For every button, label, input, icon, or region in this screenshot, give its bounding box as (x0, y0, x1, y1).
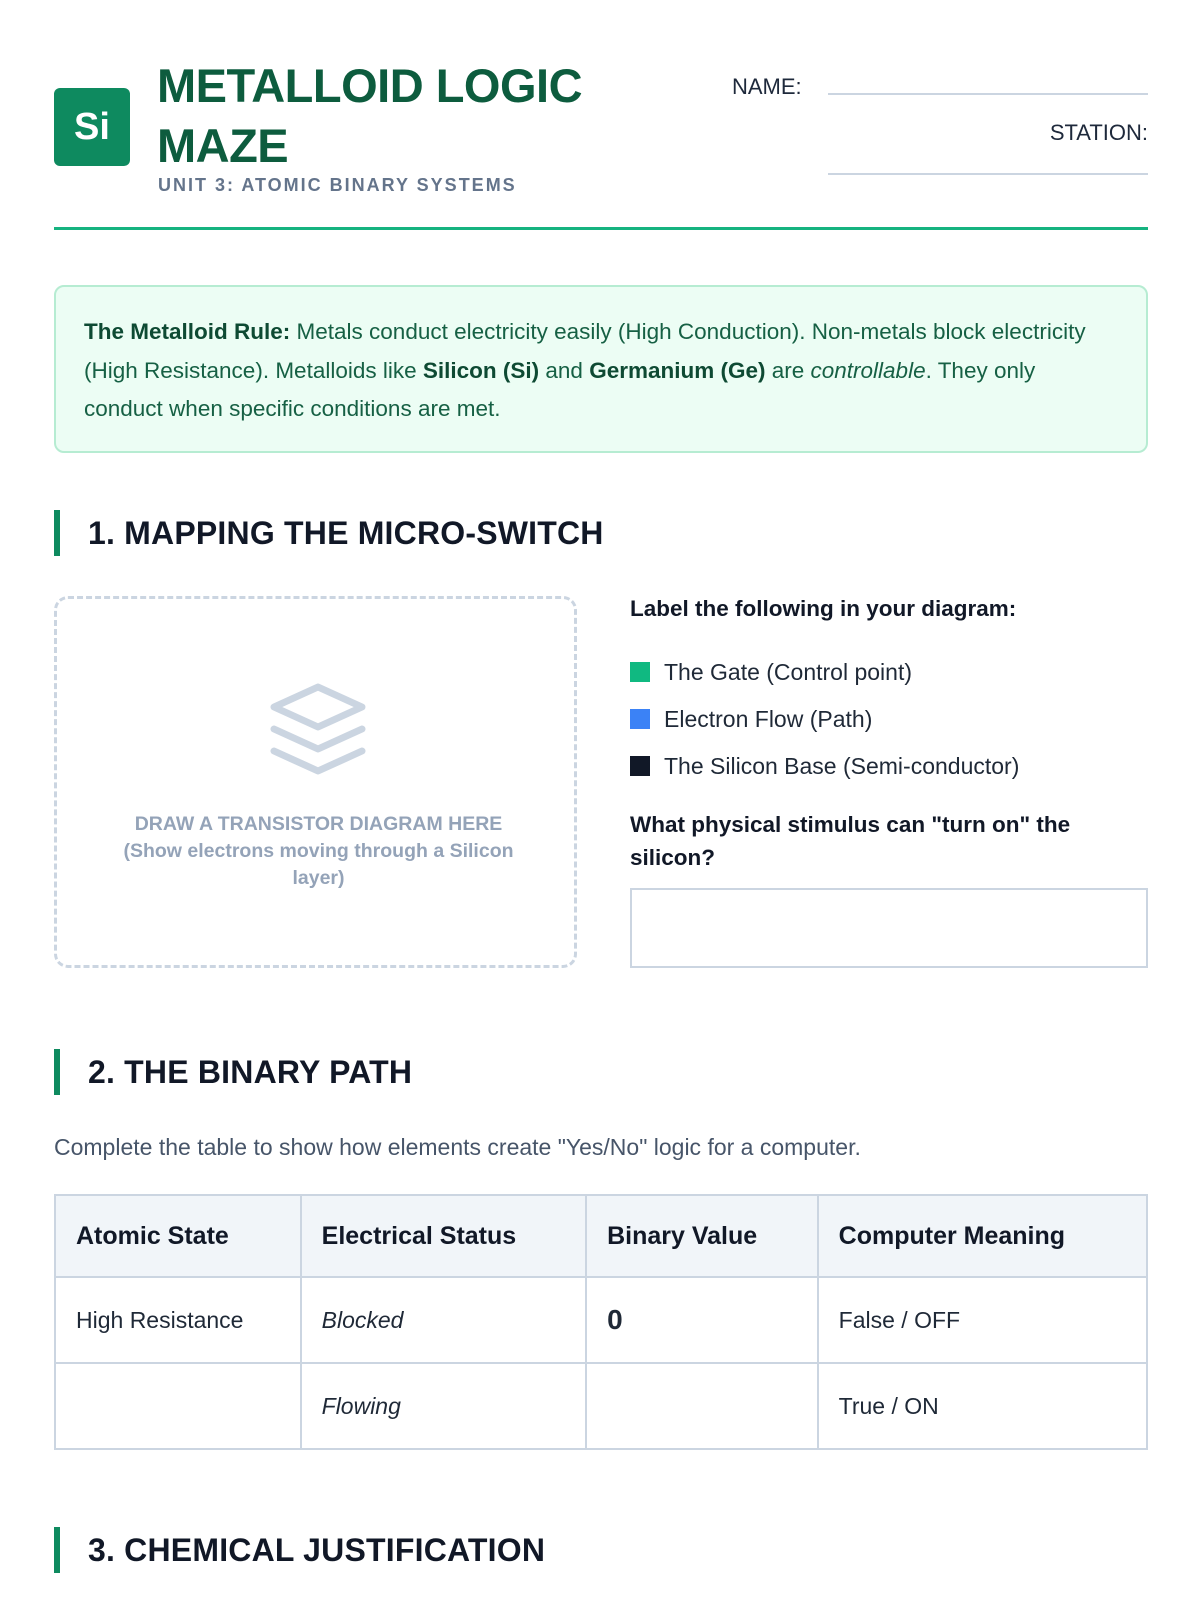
binary-value-cell: 0 (586, 1277, 818, 1363)
page-subtitle: UNIT 3: ATOMIC BINARY SYSTEMS (158, 175, 517, 195)
metalloid-rule-callout (54, 285, 1148, 453)
legend-item-gate (630, 658, 912, 686)
label-instructions: Label the following in your diagram: (630, 596, 1017, 621)
legend-item-electron-flow (630, 705, 872, 733)
rule-text-2: and (539, 357, 590, 383)
diagram-drawing-area[interactable] (54, 596, 577, 968)
header-divider (54, 227, 1148, 230)
blue-square-icon (630, 709, 650, 729)
page-title: METALLOID LOGIC MAZE (157, 59, 583, 172)
rule-lead: The Metalloid Rule: (84, 319, 291, 344)
name-field[interactable] (828, 93, 1148, 95)
stimulus-answer-field[interactable] (630, 888, 1148, 968)
draw-instructions-line-1: DRAW A TRANSISTOR DIAGRAM HERE (134, 813, 503, 835)
section-1-heading: 1. MAPPING THE MICRO-SWITCH (54, 510, 604, 556)
rule-controllable: controllable (810, 357, 926, 383)
draw-instructions-line-2: (Show electrons moving through a Silicon layer) (123, 840, 514, 889)
rule-text-3: are (765, 357, 811, 383)
table-row (55, 1277, 1147, 1363)
table-row (55, 1363, 1147, 1449)
section-3-heading: 3. CHEMICAL JUSTIFICATION (54, 1527, 545, 1573)
column-header: Electrical Status (301, 1195, 586, 1277)
rule-text-1: Metals conduct electricity easily (High Conduction). Non-metals block electricity (High Resistance). Metalloids like (84, 319, 1086, 383)
stimulus-question: What physical stimulus can "turn on" the silicon? (630, 812, 1071, 870)
electrical-status-cell: Blocked (301, 1277, 586, 1363)
worksheet-page (54, 0, 1148, 1568)
legend-label: The Gate (Control point) (664, 658, 913, 685)
station-label: STATION: (1049, 120, 1148, 145)
legend-item-silicon-base (630, 752, 1019, 780)
table-instructions: Complete the table to show how elements create "Yes/No" logic for a computer. (54, 1134, 861, 1160)
rule-germanium: Germanium (Ge) (589, 357, 766, 383)
legend-label: Electron Flow (Path) (664, 705, 873, 732)
station-field[interactable] (828, 173, 1148, 175)
rule-silicon: Silicon (Si) (422, 357, 540, 383)
green-square-icon (630, 662, 650, 682)
binary-value-answer-cell[interactable] (586, 1363, 818, 1449)
atomic-state-answer-cell[interactable] (55, 1363, 301, 1449)
draw-instructions (97, 811, 540, 892)
silicon-logo: Si (54, 88, 130, 166)
computer-meaning-cell: False / OFF (818, 1277, 1147, 1363)
column-header: Computer Meaning (818, 1195, 1147, 1277)
worksheet-header (54, 0, 1148, 232)
section-2-heading: 2. THE BINARY PATH (54, 1049, 412, 1095)
table-header-row (55, 1195, 1147, 1277)
rule-text-4: . They only conduct when specific conditions are met. (84, 357, 1036, 421)
column-header: Atomic State (55, 1195, 301, 1277)
layers-icon (268, 679, 368, 779)
legend-label: The Silicon Base (Semi-conductor) (664, 752, 1020, 779)
computer-meaning-cell: True / ON (818, 1363, 1147, 1449)
black-square-icon (630, 756, 650, 776)
atomic-state-cell: High Resistance (55, 1277, 301, 1363)
electrical-status-cell: Flowing (301, 1363, 586, 1449)
column-header: Binary Value (586, 1195, 818, 1277)
name-label: NAME: (732, 74, 802, 99)
binary-path-table (54, 1194, 1148, 1450)
